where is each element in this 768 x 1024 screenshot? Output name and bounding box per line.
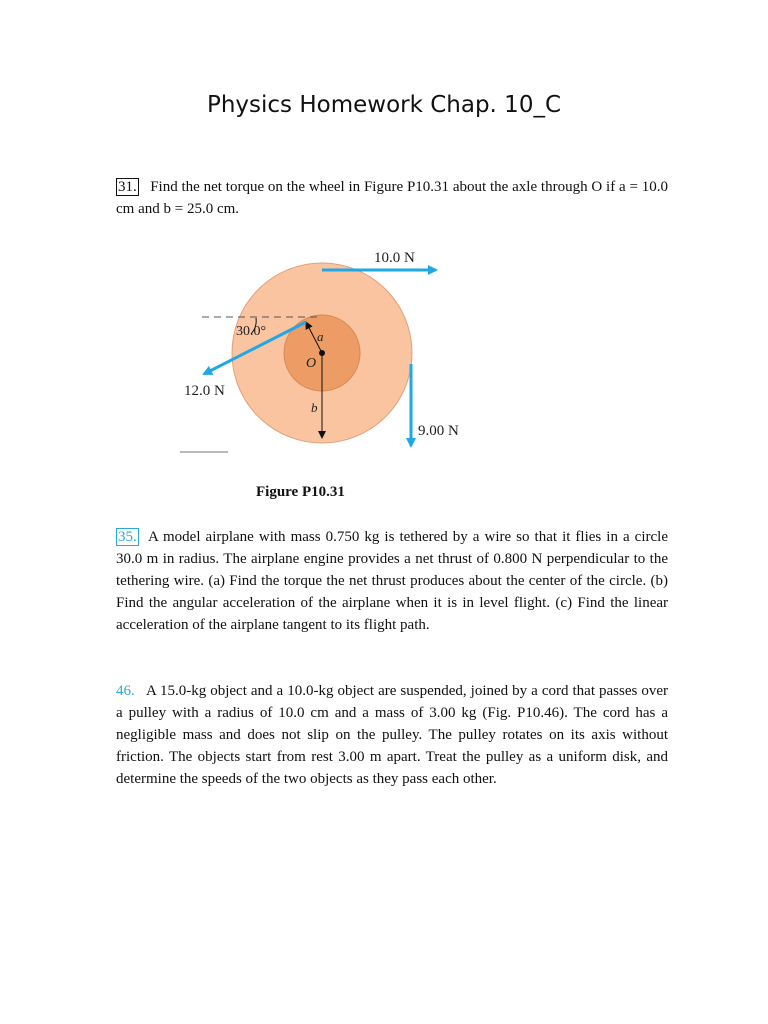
label-center-o: O <box>306 356 317 371</box>
page-title: Physics Homework Chap. 10_C <box>206 92 562 118</box>
copyright-mark <box>180 451 228 453</box>
label-angle: 30.0° <box>236 324 267 339</box>
label-radius-a: a <box>317 329 324 344</box>
problem-text: A model airplane with mass 0.750 kg is tethered by a wire so that it flies in a circle 30.0 m in radius. The airplane engine provides a net thrust of 0.800 N perpendicular to the tethering wire. (a) Find the torque the net thrust produces about the center of the circle. (b) Find the angular acceleration of the airplane when it is in level flight. (c) Find the linear acceleration of the airplane tangent to its flight path. <box>116 529 668 633</box>
problem-number: 35. <box>118 529 137 545</box>
label-force-left: 12.0 N <box>184 383 225 399</box>
label-force-right: 9.00 N <box>418 423 459 439</box>
problem-number: 46. <box>116 683 135 699</box>
problem-31 <box>116 176 668 220</box>
problem-number: 31. <box>118 179 137 195</box>
axle-point <box>319 350 325 356</box>
figure-caption: Figure P10.31 <box>256 484 345 500</box>
figure-p10-31 <box>170 240 480 465</box>
problem-35 <box>116 526 668 636</box>
label-radius-b: b <box>311 400 318 415</box>
problem-46 <box>116 680 668 790</box>
problem-text: Find the net torque on the wheel in Figure P10.31 about the axle through O if a = 10.0 cm and b = 25.0 cm. <box>116 179 669 217</box>
wheel-diagram <box>170 240 480 465</box>
problem-text: A 15.0-kg object and a 10.0-kg object are suspended, joined by a cord that passes over a pulley with a radius of 10.0 cm and a mass of 3.00 kg (Fig. P10.46). The cord has a negligible mass and does not slip on the pulley. The pulley rotates on its axis without friction. The objects start from rest 3.00 m apart. Treat the pulley as a uniform disk, and determine the speeds of the two objects as they pass each other. <box>116 683 668 787</box>
label-force-top: 10.0 N <box>374 250 415 266</box>
